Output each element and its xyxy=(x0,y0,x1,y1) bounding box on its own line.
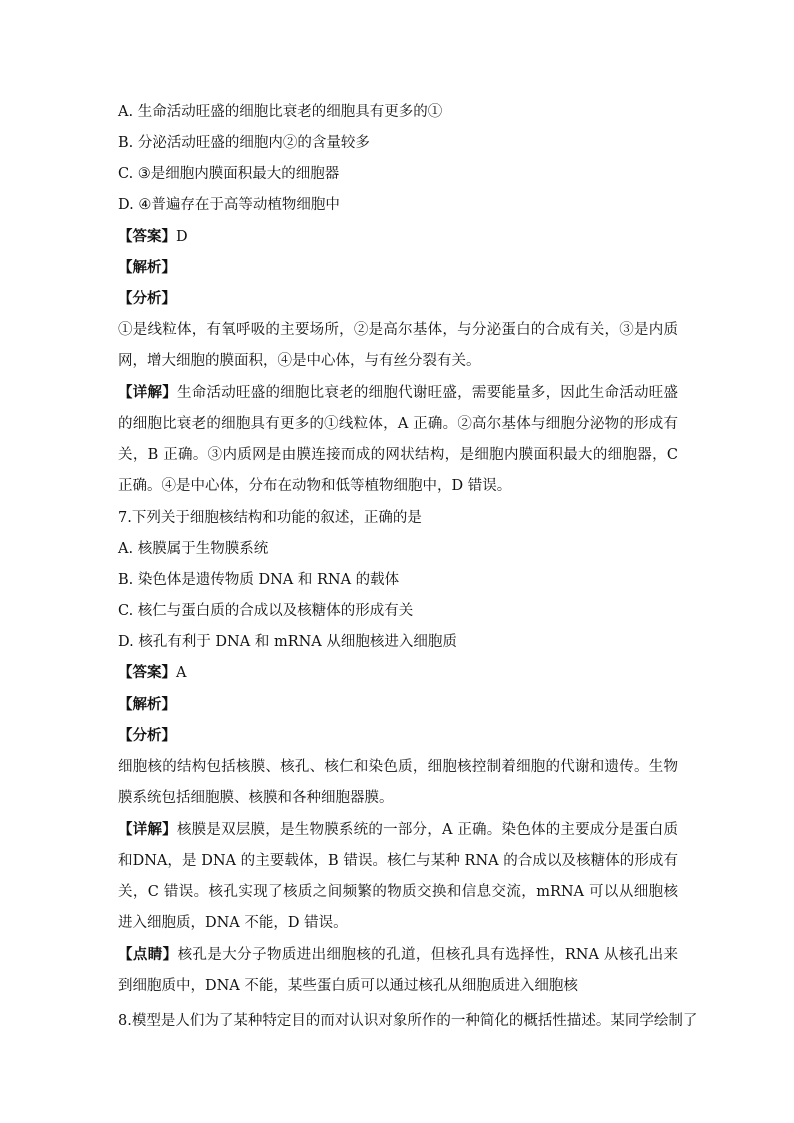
xiangjie-text: 核膜是双层膜，是生物膜系统的一部分，A 正确。染色体的主要成分是蛋白质和DNA，是 DNA 的主要载体，B 错误。核仁与某种 RNA 的合成以及核糖体的形成有关，C 错误。核孔实现了核质之间频繁的物质交换和信息交流，mRNA 可以从细胞核进入细胞质，DNA 不能，D 错误。 xyxy=(118,822,679,931)
q7-option-a: A. 核膜属于生物膜系统 xyxy=(118,541,269,557)
q7-fenxi-heading: 【分析】 xyxy=(118,727,176,744)
q7-xiangjie xyxy=(118,814,678,938)
xiangjie-label: 【详解】 xyxy=(118,384,177,401)
q7-fenxi-text: 细胞核的结构包括核膜、核孔、核仁和染色质，细胞核控制着细胞的代谢和遗传。生物膜系统包括细胞膜、核膜和各种细胞器膜。 xyxy=(118,759,678,806)
q7-stem: 7.下列关于细胞核结构和功能的叙述，正确的是 xyxy=(118,510,422,526)
q6-answer xyxy=(118,227,678,247)
q6-fenxi-text: ①是线粒体，有氧呼吸的主要场所，②是高尔基体，与分泌蛋白的合成有关，③是内质网，增大细胞的膜面积，④是中心体，与有丝分裂有关。 xyxy=(118,322,678,369)
answer-value: A xyxy=(176,665,187,681)
answer-label: 【答案】 xyxy=(118,228,176,245)
dianjing-text: 核孔是大分子物质进出细胞核的孔道，但核孔具有选择性，RNA 从核孔出来到细胞质中，DNA 不能，某些蛋白质可以通过核孔从细胞质进入细胞核 xyxy=(118,947,679,994)
q6-option-c: C. ③是细胞内膜面积最大的细胞器 xyxy=(118,166,340,182)
q6-jiexi-heading: 【解析】 xyxy=(118,259,176,276)
q6-option-d: D. ④普遍存在于高等动植物细胞中 xyxy=(118,197,340,213)
q7-jiexi-heading: 【解析】 xyxy=(118,696,176,713)
dianjing-label: 【点睛】 xyxy=(118,946,178,963)
answer-value: D xyxy=(176,229,188,245)
q7-answer xyxy=(118,663,678,683)
xiangjie-text: 生命活动旺盛的细胞比衰老的细胞代谢旺盛，需要能量多，因此生命活动旺盛的细胞比衰老的细胞具有更多的①线粒体，A 正确。②高尔基体与细胞分泌物的形成有关，B 正确。③内质网是由膜连接而成的网状结构，是细胞内膜面积最大的细胞器，C 正确。④是中心体，分布在动物和低等植物细胞中，D 错误。 xyxy=(118,385,679,494)
q6-fenxi-heading: 【分析】 xyxy=(118,290,176,307)
xiangjie-label: 【详解】 xyxy=(118,821,177,838)
q6-option-a: A. 生命活动旺盛的细胞比衰老的细胞具有更多的① xyxy=(118,104,443,120)
q7-dianjing xyxy=(118,939,678,1001)
q6-xiangjie xyxy=(118,377,678,501)
q8-stem: 8.模型是人们为了某种特定目的而对认识对象所作的一种简化的概括性描述。某同学绘制了 xyxy=(118,1013,698,1029)
q6-option-b: B. 分泌活动旺盛的细胞内②的含量较多 xyxy=(118,135,370,151)
q7-option-c: C. 核仁与蛋白质的合成以及核糖体的形成有关 xyxy=(118,603,414,619)
q7-option-b: B. 染色体是遗传物质 DNA 和 RNA 的载体 xyxy=(118,572,400,588)
q7-option-d: D. 核孔有利于 DNA 和 mRNA 从细胞核进入细胞质 xyxy=(118,634,457,650)
answer-label: 【答案】 xyxy=(118,664,176,681)
